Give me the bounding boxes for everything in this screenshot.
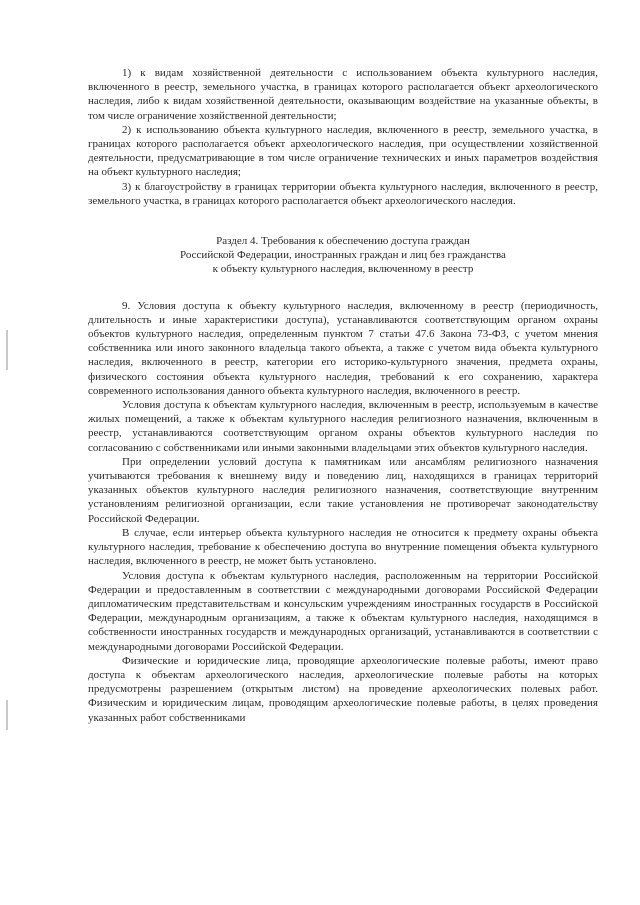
paragraph-item-2: 2) к использованию объекта культурного наследия, включенного в реестр, земельного участка, в границах которого располагается объект археологического наследия, при осуществлении хозяйственной деятельности, предусматривающие в том числе ограничение технических и иных параметров воздействия на объект культурного наследия; xyxy=(88,123,598,179)
section-heading-line: к объекту культурного наследия, включенному в реестр xyxy=(212,263,474,276)
paragraph-item-1: 1) к видам хозяйственной деятельности с использованием объекта культурного наследия, включенного в реестр, земельного участка, в границах которого располагается объект археологического наследия, либо к видам хозяйственной деятельности, оказывающим воздействие на указанные объекты, в том числе ограничение хозяйственной деятельности; xyxy=(88,67,598,122)
section-heading xyxy=(88,234,598,277)
paragraph-interior: В случае, если интерьер объекта культурного наследия не относится к предмету охраны объекта культурного наследия, требование к обеспечению доступа во внутренние помещения объекта культурного наследия, включенного в реестр, не может быть установлено. xyxy=(88,526,598,568)
paragraph-9: 9. Условия доступа к объекту культурного наследия, включенному в реестр (периодичность, длительность и иные характеристики доступа), устанавливаются соответствующим органом охраны объектов культурного наследия, определенным пунктом 7 статьи 47.6 Закона 73-ФЗ, с учетом мнения собственника или иного законного владельца такого объекта, а также с учетом вида объекта культурного наследия, включенного в реестр, категории его историко-культурного значения, предмета охраны, физического состояния объекта культурного наследия, требований к его сохранению, характера современного использования данного объекта культурного наследия, включенного в реестр. xyxy=(88,299,598,397)
scan-edge-mark xyxy=(6,700,8,730)
paragraph-diplomatic: Условия доступа к объектам культурного наследия, расположенным на территории Российской Федерации и предоставленным в соответствии с международными договорами Российской Федерации дипломатическим представительствам и консульским учреждениям иностранных государств в Российской Федерации, международным организациям, а также к объектам культурного наследия, находящимся в собственности иностранных государств и международных организаций, устанавливаются в соответствии с международными договорами Российской Федерации. xyxy=(88,569,598,653)
section-heading-line: Раздел 4. Требования к обеспечению доступа граждан xyxy=(216,235,470,248)
paragraph-item-3: 3) к благоустройству в границах территории объекта культурного наследия, включенного в реестр, земельного участка, в границах которого располагается объект археологического наследия. xyxy=(88,180,598,207)
paragraph-access-residential: Условия доступа к объектам культурного наследия, включенным в реестр, используемым в качестве жилых помещений, а также к объектам культурного наследия религиозного назначения, включенным в реестр, устанавливаются соответствующим органом охраны объектов культурного наследия по согласованию с собственниками или иными законными владельцами этих объектов культурного наследия. xyxy=(88,399,598,454)
paragraph-archaeology: Физические и юридические лица, проводящие археологические полевые работы, имеют право доступа к объектам археологического наследия, археологические полевые работы на которых предусмотрены разрешением (открытым листом) на проведение археологических полевых работ. Физическим и юридическим лицам, проводящим археологические полевые работы, в целях проведения указанных работ собственниками xyxy=(88,654,598,724)
section-heading-line: Российской Федерации, иностранных граждан и лиц без гражданства xyxy=(180,249,506,262)
paragraph-access-religious: При определении условий доступа к памятникам или ансамблям религиозного назначения учитываются требования к внешнему виду и поведению лиц, находящихся в границах территорий указанных объектов культурного наследия религиозного назначения, соответствующие внутренним установлениям религиозной организации, если такие установления не противоречат законодательству Российской Федерации. xyxy=(88,455,598,525)
document-body xyxy=(88,66,598,725)
scan-edge-mark xyxy=(6,330,8,370)
